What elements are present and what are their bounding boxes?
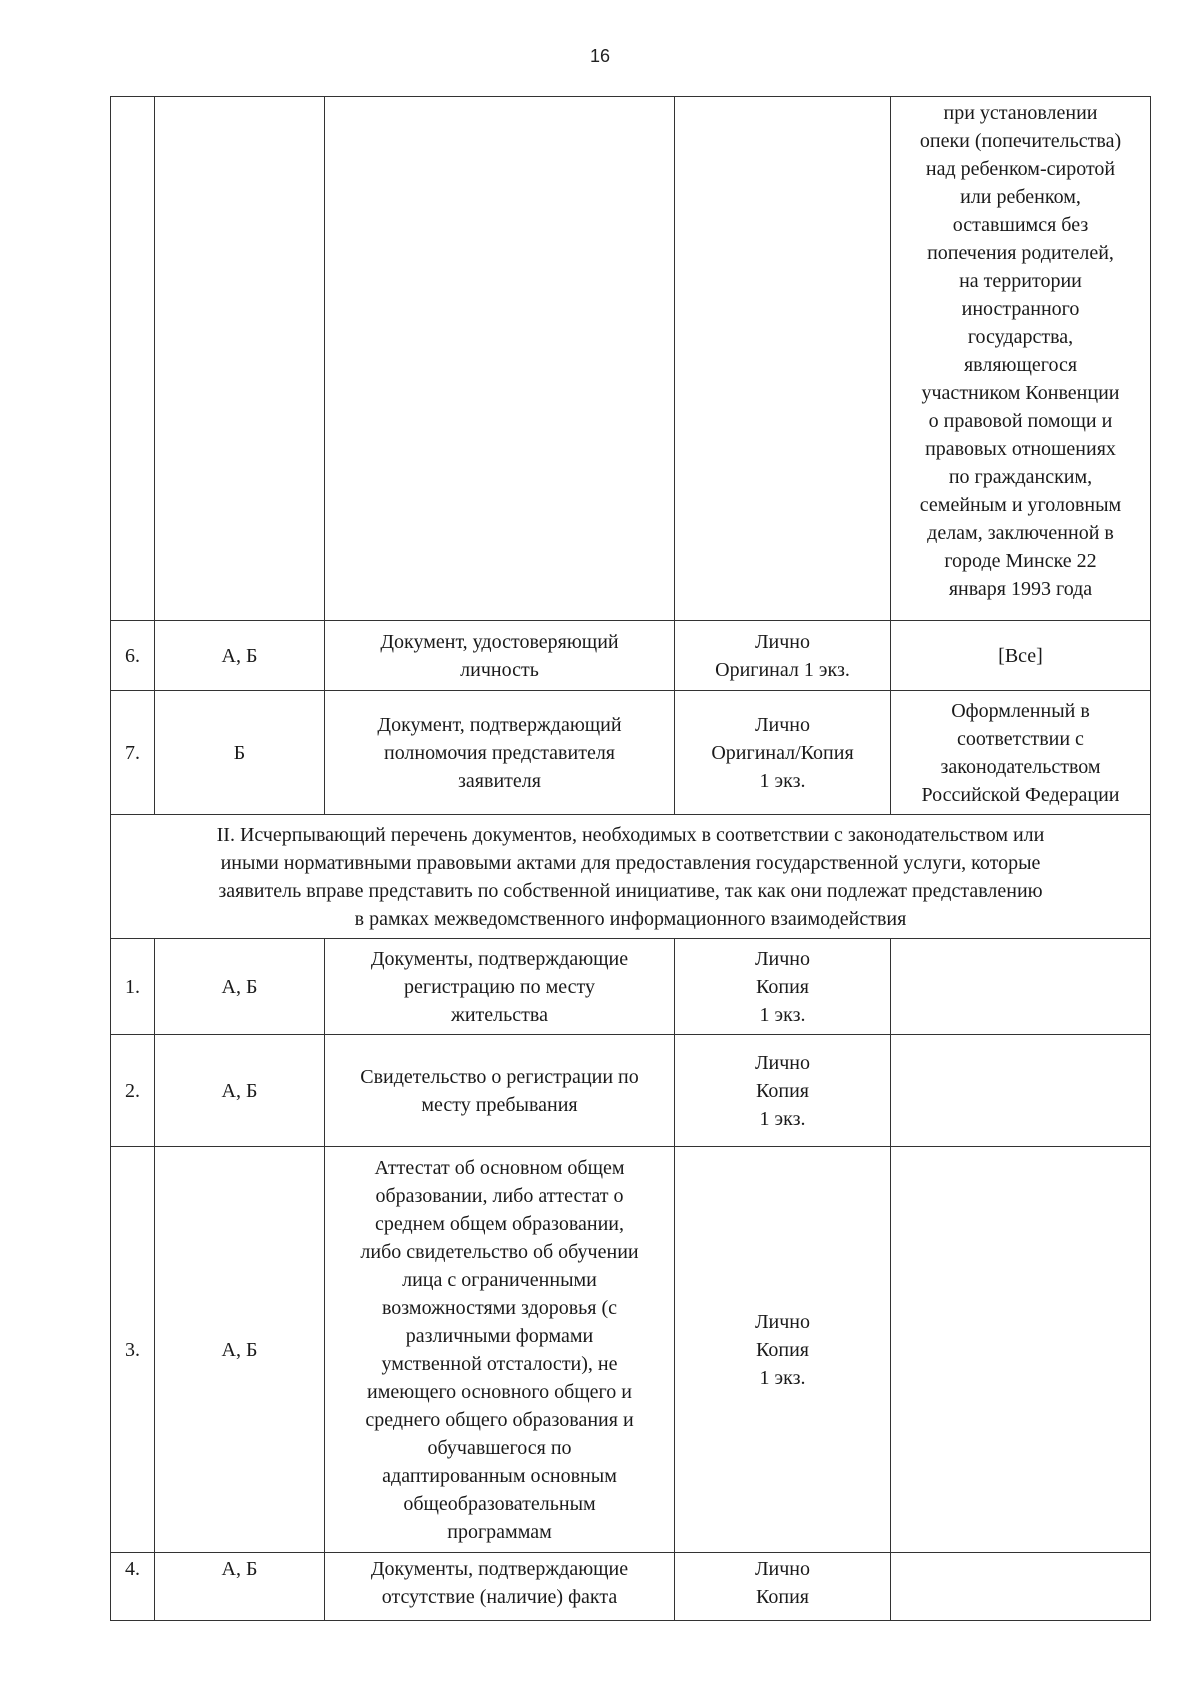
note-line: соответствии с (957, 727, 1084, 750)
note-line: семейным и уголовным (919, 494, 1122, 516)
cell-document (325, 621, 675, 691)
document-line: отсутствие (наличие) факта (381, 1586, 618, 1608)
form-line: Лично (754, 1558, 811, 1580)
document-line: Документ, удостоверяющий (380, 630, 619, 653)
section-title-line: заявитель вправе представить по собственной инициативе, так как они подлежат представлению (218, 879, 1043, 902)
form-line: 1 экз. (759, 1107, 806, 1130)
cell-num: 3. (111, 1147, 155, 1553)
document-line: имеющего основного общего и (367, 1380, 632, 1403)
cell-num: 7. (111, 691, 155, 815)
cell-document (325, 939, 675, 1035)
cell-num: 4. (111, 1553, 155, 1621)
document-line: личность (460, 658, 539, 681)
note-line: над ребенком-сиротой (925, 158, 1116, 180)
cell-form (675, 691, 891, 815)
form-line: Копия (756, 1586, 809, 1608)
note-line: попечения родителей, (927, 242, 1114, 264)
document-line: либо свидетельство об обучении (360, 1240, 639, 1263)
note-line: [Все] (998, 644, 1043, 667)
form-line: Лично (754, 1310, 811, 1333)
form-line: Оригинал/Копия (711, 741, 854, 764)
cell-document (325, 691, 675, 815)
table-row-continuation (111, 97, 1151, 621)
cell-form (675, 97, 891, 621)
cell-category (155, 97, 325, 621)
note-line: на территории (959, 270, 1082, 292)
document-line: Свидетельство о регистрации по (360, 1065, 639, 1088)
document-line: полномочия представителя (383, 741, 615, 764)
note-line: опеки (попечительства) (919, 130, 1122, 152)
cell-note (891, 691, 1151, 815)
cell-document (325, 1035, 675, 1147)
form-line: 1 экз. (759, 1366, 806, 1389)
note-line: Российской Федерации (921, 783, 1120, 806)
cell-note (891, 97, 1151, 621)
note-line: оставшимся без (952, 214, 1089, 236)
note-line: по гражданским, (948, 466, 1093, 488)
table-row (111, 1553, 1151, 1621)
form-line: Лично (754, 947, 811, 970)
form-line: Оригинал 1 экз. (715, 658, 850, 681)
cell-note (891, 1553, 1151, 1621)
note-line: при установлении (943, 102, 1098, 124)
form-line: 1 экз. (759, 1003, 806, 1026)
table-row (111, 691, 1151, 815)
document-line: программам (447, 1520, 552, 1543)
cell-num (111, 97, 155, 621)
cell-document (325, 1553, 675, 1621)
cell-note (891, 1147, 1151, 1553)
form-line: 1 экз. (759, 769, 806, 792)
form-line: Копия (756, 1079, 809, 1102)
cell-num: 2. (111, 1035, 155, 1147)
document-line: Документы, подтверждающие (370, 1558, 629, 1580)
document-line: месту пребывания (421, 1093, 578, 1116)
note-line: о правовой помощи и (928, 410, 1113, 432)
section-header-row (111, 815, 1151, 939)
form-line: Копия (756, 975, 809, 998)
cell-form (675, 621, 891, 691)
cell-form (675, 939, 891, 1035)
table-row (111, 1035, 1151, 1147)
document-line: различными формами (405, 1324, 594, 1347)
document-line: среднего общего образования и (365, 1408, 634, 1431)
note-line: января 1993 года (948, 578, 1093, 600)
note-line: являющегося (963, 354, 1078, 376)
document-line: Документы, подтверждающие (370, 947, 629, 970)
document-line: жительства (451, 1003, 548, 1026)
document-line: лица с ограниченными (402, 1268, 597, 1291)
document-line: умственной отсталости), не (381, 1352, 618, 1375)
section-title-line: II. Исчерпывающий перечень документов, необходимых в соответствии с законодательством или (216, 823, 1045, 846)
document-line: общеобразовательным (403, 1492, 596, 1515)
cell-category: А, Б (155, 1147, 325, 1553)
note-line: Оформленный в (951, 699, 1090, 722)
note-line: городе Минске 22 (944, 550, 1097, 572)
cell-form (675, 1035, 891, 1147)
cell-form (675, 1147, 891, 1553)
cell-document (325, 1147, 675, 1553)
note-line: правовых отношениях (925, 438, 1116, 460)
cell-form (675, 1553, 891, 1621)
form-line: Копия (756, 1338, 809, 1361)
table-row (111, 621, 1151, 691)
cell-note (891, 621, 1151, 691)
table-row (111, 1147, 1151, 1553)
cell-document (325, 97, 675, 621)
document-line: адаптированным основным (382, 1464, 617, 1487)
form-line: Лично (754, 713, 811, 736)
document-line: обучавшегося по (427, 1436, 572, 1459)
cell-category: Б (155, 691, 325, 815)
document-line: возможностями здоровья (с (381, 1296, 618, 1319)
form-line: Лично (754, 1051, 811, 1074)
cell-category: А, Б (155, 939, 325, 1035)
cell-num: 6. (111, 621, 155, 691)
document-line: заявителя (458, 769, 541, 792)
cell-category: А, Б (155, 621, 325, 691)
cell-category: А, Б (155, 1553, 325, 1621)
documents-table (110, 96, 1151, 1621)
cell-category: А, Б (155, 1035, 325, 1147)
cell-num: 1. (111, 939, 155, 1035)
table-row (111, 939, 1151, 1035)
document-line: среднем общем образовании, (374, 1212, 624, 1235)
document-line: регистрацию по месту (404, 975, 595, 998)
cell-note (891, 1035, 1151, 1147)
note-line: государства, (967, 326, 1074, 348)
document-line: образовании, либо аттестат о (375, 1184, 624, 1207)
document-line: Документ, подтверждающий (377, 713, 622, 736)
section-title-line: иными нормативными правовыми актами для предоставления государственной услуги, которые (220, 851, 1041, 874)
form-line: Лично (754, 630, 811, 653)
section-title-line: в рамках межведомственного информационного взаимодействия (354, 907, 907, 930)
note-line: иностранного (961, 298, 1080, 320)
note-line: участником Конвенции (921, 382, 1120, 404)
section-title (111, 815, 1151, 939)
note-line: делам, заключенной в (927, 522, 1114, 544)
note-line: или ребенком, (960, 186, 1081, 208)
cell-note (891, 939, 1151, 1035)
page-number: 16 (589, 46, 611, 66)
document-line: Аттестат об основном общем (374, 1156, 625, 1179)
note-line: законодательством (940, 755, 1101, 778)
